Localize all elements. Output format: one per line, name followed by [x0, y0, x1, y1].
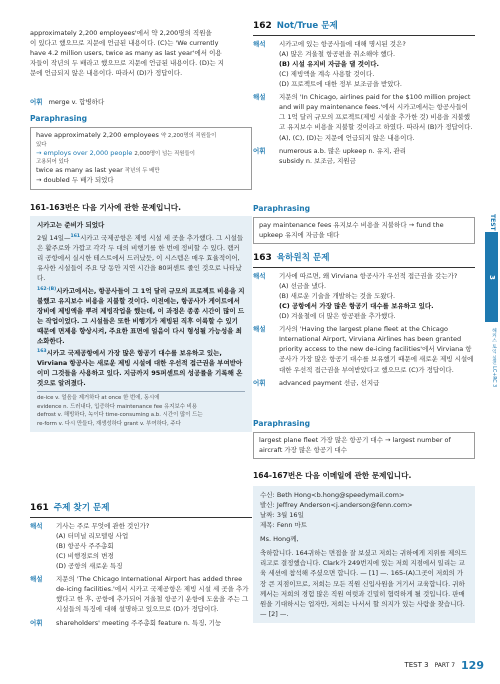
option: (C) 제빙액을 계속 사용할 것이다. — [279, 70, 375, 79]
explanation-row — [253, 92, 475, 142]
footer-test: TEST 3 — [404, 661, 429, 670]
paraphrasing-row: upkeep 유지에 자금을 대다 — [259, 230, 340, 239]
paraphrasing-row — [36, 149, 246, 159]
tag-label: 어휘 — [30, 618, 43, 627]
paraphrasing-box — [253, 203, 475, 244]
section-heading: 161-163번은 다음 기사에 관한 문제입니다. — [30, 203, 182, 212]
article-box — [30, 216, 252, 432]
article-title: 시카고는 준비가 되었다 — [37, 221, 105, 229]
question-number: 162 — [253, 21, 272, 31]
tag-label: 해석 — [30, 521, 43, 530]
question-163 — [253, 252, 475, 388]
option: (A) 선금을 냈다. — [279, 282, 327, 290]
translation-row — [253, 271, 475, 321]
article-paragraph — [37, 233, 245, 283]
para-en: → employs over 2,000 people — [36, 148, 133, 157]
article-text: 시카고 국제공항은 제빙 시설 세 곳을 추가했다. 그 시설들은 활주로와 가깝고 각각 두 대의 비행기를 한 번에 정비할 수 있다. 램커리 공항에서 실시한 테스트에서 드러났듯, 이 시스템은 매우 효율적이어, 유사한 시설들이 주요 당 동안 지연 시간을 80퍼센트 줄인 것으로 나타났다. — [37, 234, 244, 283]
para-en: twice as many as last year — [36, 166, 123, 175]
question-header — [30, 502, 252, 518]
tag-label: 해석 — [253, 39, 266, 48]
article-text: 시카고에서는, 항공사들이 그 1억 달러 규모의 프로젝트 비용을 지불했고 유지보수 비용을 지불할 것이다. 이전에는, 항공사가 게이트에서 장비에 제빙액을 뿌려 제빙작업을 했는데, 이 과정은 종종 시간이 많이 드는 작업이었다. 그 시설들은 또한 비행기가 제빙된 직후 이륙할 수 있기 때문에 면제용 향상시켜, 주요한 표면에 얼음이 다시 형성될 가능성을 최소화한다. — [37, 286, 245, 345]
vocab-row — [253, 378, 475, 388]
question-type: Not/True 문제 — [276, 21, 338, 32]
section-heading: 164-167번은 다음 이메일에 관한 문제입니다. — [253, 471, 412, 480]
option: (A) 터미널 리모델링 사업 — [56, 532, 129, 540]
question-text: 기사는 주로 무엇에 관한 것인가? — [56, 521, 150, 530]
option: (B) 항공사 주주총회 — [56, 542, 114, 551]
question-number: 161 — [30, 503, 49, 513]
paraphrasing-content — [253, 432, 475, 460]
vocab-row — [30, 618, 252, 628]
paraphrasing-heading: Paraphrasing — [253, 419, 311, 428]
page-number: 129 — [461, 658, 484, 672]
para-ko: 고용되어 있다 — [36, 159, 69, 166]
article-text: 시카고 국제공항에서 가장 많은 항공기 대수를 보유하고 있는, Virviana 항공사는 새로운 제빙 시설에 대한 우선적 접근권을 부여받아 이미 그것들을 사용하고 있다. 지금까지 95퍼센트의 성공률을 기록해 온 것으로 알려졌다. — [37, 349, 243, 388]
email-greeting: Ms. Hong께, — [260, 535, 299, 544]
question-162 — [253, 20, 475, 166]
test-number: 3 — [487, 274, 496, 280]
option: (A) 많은 겨울철 항공편을 취소해야 했다. — [279, 50, 396, 58]
vocab-text: shareholders' meeting 주주총회 feature n. 특징, 기능 — [56, 618, 222, 627]
option-answer: (C) 공항에서 가장 많은 항공기 대수를 보유하고 있다. — [279, 302, 434, 311]
question-number: 163 — [253, 253, 272, 263]
paraphrasing-heading: Paraphrasing — [253, 204, 311, 213]
paraphrasing-box — [253, 418, 475, 459]
paraphrasing-heading: Paraphrasing — [30, 114, 88, 123]
option: (D) 프로젝트에 대한 정부 보조금을 받았다. — [279, 80, 402, 89]
tag-label: 해설 — [253, 325, 266, 334]
tag-label: 해설 — [30, 575, 43, 584]
option: (C) 비행경로의 변경 — [56, 552, 114, 561]
paraphrasing-row: largest plane fleet 가장 많은 항공기 대수 → largest number of — [259, 435, 451, 444]
question-text: 시카고에 있는 항공사들에 대해 명시된 것은? — [279, 39, 406, 48]
text-line: approximately 2,200 employees'에서 약 2,200명의 직원을 — [30, 29, 212, 37]
vocab-row — [30, 97, 252, 107]
vocab-label: 어휘 — [30, 98, 43, 106]
option-answer: (B) 시설 유지비 자금을 댈 것이다. — [279, 60, 380, 69]
tag-label: 해설 — [253, 93, 266, 102]
paraphrasing-row — [36, 166, 246, 176]
email-header-line: 날짜: 3월 16일 — [260, 511, 304, 520]
paraphrasing-row: pay maintenance fees 유지보수 비용을 지불하다 → fund the — [259, 220, 444, 229]
explanation-row — [30, 574, 252, 614]
explanation-text: 지문의 'The Chicago International Airport has added three de-icing facilities.'에서 시카고 국제공항은 제빙 시설 세 곳을 추가했다고 한 후, 공항에 추가되어 겨울철 항공기 운항에 도움을 주는 그 시설들의 특징에 대해 설명하고 있으므로 (D)가 정답이다. — [56, 575, 249, 614]
vocab-row — [253, 146, 475, 166]
vocab-line: defrost v. 해빙하다, 녹이다 time-consuming a.b. 시간이 많이 드는 — [37, 412, 203, 419]
para-ko: 작년의 두 배만 — [124, 168, 160, 175]
email-box — [253, 486, 475, 623]
paraphrasing-row — [36, 131, 246, 141]
question-text: 기사에 따르면, 왜 Virviana 항공사가 우선적 접근권을 갖는가? — [279, 271, 458, 280]
paraphrasing-row: aircraft 가장 많은 항공기 대수 — [259, 445, 348, 454]
tag-label: 어휘 — [253, 146, 266, 155]
vocab-text: advanced payment 선금, 선지급 — [279, 378, 380, 387]
question-marker: 163 — [37, 349, 47, 355]
option: (D) 겨울철에 더 많은 항공편을 추가했다. — [279, 312, 396, 321]
email-header-line: 제목: Fenn 마트 — [260, 521, 308, 530]
para-ko: 있다 — [36, 141, 47, 148]
article-paragraph — [37, 286, 245, 347]
explanation-text: 기사의 'Having the largest plane fleet at the Chicago International Airport, Virviana Airlines has been granted priority access to the new de-icing facilities'에서 Virviana 항공사가 가장 많은 항공기 대수를 보유했기 때문에 새로운 제빙 시설에 대한 우선적 접근권을 부여받았다고 했으므로 (C)가 정답이다. — [279, 325, 474, 374]
question-type: 주제 찾기 문제 — [53, 503, 110, 514]
explanation-text: 지문의 'In Chicago, airlines paid for the $100 million project and will pay maintenance fees.'에서 시카고에서는 항공사들이 그 1억 달러 규모의 프로젝트(제빙 시설을 추가한 것) 비용을 지불했고 유지보수 비용을 지불할 것이라고 하였다. 따라서 (B)가 정답이다. (A), (C), (D)는 지문에 언급되지 않은 내용이다. — [279, 93, 473, 142]
text-line: 이 있다고 했으므로 지문에 언급된 내용이다. (C)는 'We currently — [30, 39, 219, 48]
side-test-label: TEST — [489, 214, 496, 231]
paraphrasing-content — [30, 127, 252, 190]
vocab-text: subsidy n. 보조금, 지원금 — [279, 156, 356, 165]
text-line: 자들이 작년의 두 배라고 했으므로 지문에 언급된 내용이다. (D)는 지 — [30, 59, 224, 68]
page-footer — [404, 657, 484, 674]
footer-part: PART 7 — [434, 661, 456, 669]
question-header — [253, 20, 475, 36]
article-date: 2월 14일— — [37, 234, 71, 243]
vocab-line: de-ice v. 얼음을 제거하다 at once 한 번에, 동시에 — [37, 395, 160, 402]
para-ko: 약 2,200명의 직원들이 — [161, 132, 217, 139]
explanation-row — [253, 324, 475, 374]
option: (B) 새로운 기술을 개발하는 것을 도왔다. — [279, 292, 396, 301]
paraphrasing-box — [30, 113, 252, 190]
question-marker: 162-(B) — [37, 286, 57, 292]
question-marker: 161 — [70, 234, 81, 240]
tag-label: 해석 — [253, 271, 266, 280]
text-line: 문에 언급되지 않은 내용이다. 따라서 (D)가 정답이다. — [30, 69, 183, 78]
text-line: have 4.2 million users, twice as many as last year'에서 이용 — [30, 49, 222, 58]
para-en: → doubled 두 배가 되었다 — [36, 176, 114, 185]
translation-row — [30, 521, 252, 571]
translation-row — [253, 39, 475, 89]
paraphrasing-content — [253, 217, 475, 245]
side-test-tab[interactable] — [485, 232, 498, 322]
question-header — [253, 252, 475, 268]
side-subtitle: 해커스 토익 실전 LC+RC 3 — [491, 328, 496, 388]
option: (D) 공항의 새로운 특징 — [56, 562, 123, 571]
email-header-line: 발신: Jeffrey Anderson<j.anderson@fenn.com> — [260, 501, 413, 510]
email-header-line: 수신: Beth Hong<b.hong@speedymail.com> — [260, 491, 405, 499]
vocab-line: re-form v. 다시 만들다, 재생성하다 grant v. 부여하다, 주다 — [37, 420, 181, 427]
tag-label: 어휘 — [253, 378, 266, 387]
para-en: have approximately 2,200 employees — [36, 130, 159, 139]
question-161 — [30, 502, 252, 628]
email-body: 축하합니다. 164귀하는 면접을 잘 보셨고 저희는 귀하에게 지위를 제의드리고로 결정했습니다. Clark가 249번지에 있는 저희 지점에서 일리는 교육 세션에 참석해 주셨으면 합니다. — [1] —. 165-(A)그곳이 저희의 가장 큰 지점이므로, 저희는 모든 직원 신입사원을 거기서 교육합니다. 귀하께서는 저희의 경험 많은 직원 여럿과 긴밀히 협력하게 될 것입니다. 판매원을 기대하시는 업자만, 저희는 나서서 할 의지가 있는 사람을 찾습니다. — [2] —. — [260, 549, 467, 618]
intro-paragraph — [30, 28, 252, 78]
para-ko: 2,000명이 넘는 직원들이 — [134, 150, 195, 157]
vocab-line: evidence n. 드러내다, 입증하다 maintenance fee 유지보수 비용 — [37, 403, 198, 410]
vocab-text: merge v. 합병하다 — [48, 98, 105, 106]
vocab-text: numerous a.b. 많은 upkeep n. 유지, 관리 — [279, 146, 407, 155]
article-paragraph — [37, 348, 245, 388]
question-type: 육하원칙 문제 — [276, 253, 330, 264]
article-vocab — [37, 391, 245, 428]
